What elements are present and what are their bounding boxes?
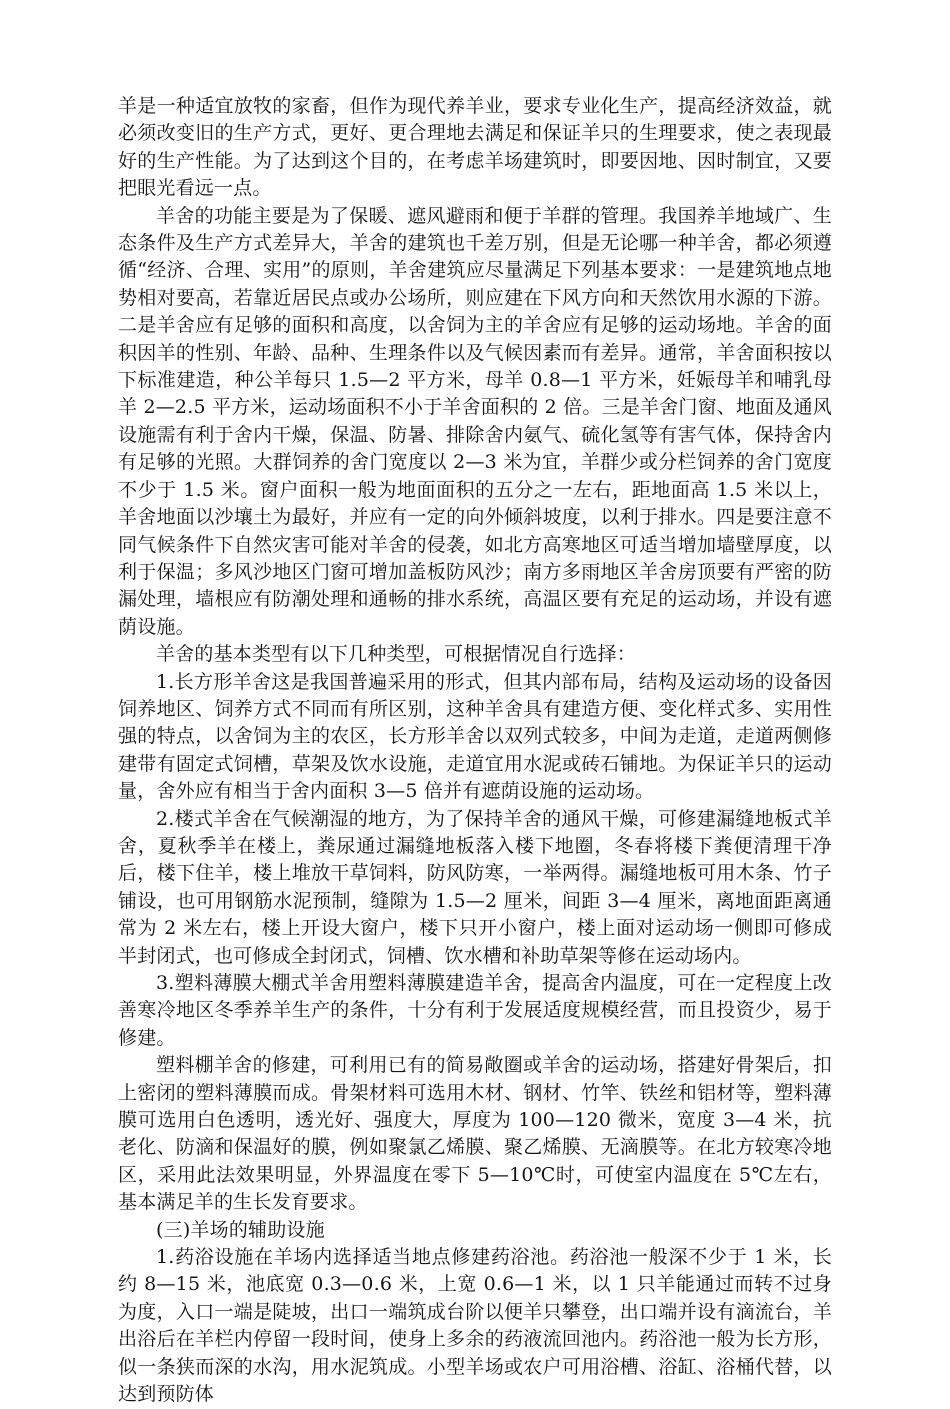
paragraph-dipping-facility: 1.药浴设施在羊场内选择适当地点修建药浴池。药浴池一般深不少于 1 米，长约 8—15 米，池底宽 0.3—0.6 米，上宽 0.6—1 米，以 1 只羊能通过而转不过身为度，入口一端是陡坡，出口一端筑成台阶以便羊只攀登，出口端并设有滴流台，羊出浴后在羊栏内停留一段时间，使身上多余的药液流回池内。药浴池一般为长方形，似一条狭而深的水沟，用水泥筑成。小型羊场或农户可用浴槽、浴缸、浴桶代替，以达到预防体 bbox=[118, 1246, 832, 1406]
document-page bbox=[118, 93, 832, 1409]
paragraph-intro: 羊是一种适宜放牧的家畜，但作为现代养羊业，要求专业化生产，提高经济效益，就必须改变旧的生产方式，更好、更合理地去满足和保证羊只的生理要求，使之表现最好的生产性能。为了达到这个目的，在考虑羊场建筑时，即要因地、因时制宜，又要把眼光看远一点。 bbox=[118, 95, 832, 200]
paragraph-rectangular-shed: 1.长方形羊舍这是我国普遍采用的形式，但其内部布局，结构及运动场的设备因饲养地区、饲养方式不同而有所区别，这种羊舍具有建造方便、变化样式多、实用性强的特点，以舍饲为主的农区，长方形羊舍以双列式较多，中间为走道，走道两侧修建带有固定式饲槽，草架及饮水设施，走道宜用水泥或砖石铺地。为保证羊只的运动量，舍外应有相当于舍内面积 3—5 倍并有遮荫设施的运动场。 bbox=[118, 670, 832, 803]
paragraph-plastic-shed-construction: 塑料棚羊舍的修建，可利用已有的简易敞圈或羊舍的运动场，搭建好骨架后，扣上密闭的塑料薄膜而成。骨架材料可选用木材、钢材、竹竿、铁丝和铝材等，塑料薄膜可选用白色透明，透光好、强度大，厚度为 100—120 微米，宽度 3—4 米，抗老化、防滴和保温好的膜，例如聚氯乙烯膜、聚乙烯膜、无滴膜等。在北方较寒冷地区，采用此法效果明显，外界温度在零下 5—10℃时，可使室内温度在 5℃左右，基本满足羊的生长发育要求。 bbox=[118, 1054, 832, 1214]
paragraph-storied-shed: 2.楼式羊舍在气候潮湿的地方，为了保持羊舍的通风干燥，可修建漏缝地板式羊舍，夏秋季羊在楼上，粪尿通过漏缝地板落入楼下地圈，冬春将楼下粪便清理干净后，楼下住羊，楼上堆放干草饲料，防风防寒，一举两得。漏缝地板可用木条、竹子铺设，也可用钢筋水泥预制，缝隙为 1.5—2 厘米，间距 3—4 厘米，离地面距离通常为 2 米左右，楼上开设大窗户，楼下只开小窗户，楼上面对运动场一侧即可修成半封闭式，也可修成全封闭式，饲槽、饮水槽和补助草架等修在运动场内。 bbox=[118, 807, 832, 967]
paragraph-plastic-greenhouse-shed: 3.塑料薄膜大棚式羊舍用塑料薄膜建造羊舍，提高舍内温度，可在一定程度上改善寒冷地区冬季养羊生产的条件，十分有利于发展适度规模经营，而且投资少，易于修建。 bbox=[118, 972, 832, 1049]
section-heading-auxiliary-facilities: (三)羊场的辅助设施 bbox=[156, 1218, 325, 1241]
paragraph-shed-types-intro: 羊舍的基本类型有以下几种类型，可根据情况自行选择： bbox=[156, 643, 637, 666]
paragraph-shed-function: 羊舍的功能主要是为了保暖、遮风避雨和便于羊群的管理。我国养羊地域广、生态条件及生产方式差异大，羊舍的建筑也千差万别，但是无论哪一种羊舍，都必须遵循“经济、合理、实用”的原则，羊舍建筑应尽量满足下列基本要求：一是建筑地点地势相对要高，若靠近居民点或办公场所，则应建在下风方向和天然饮用水源的下游。二是羊舍应有足够的面积和高度，以舍饲为主的羊舍应有足够的运动场地。羊舍的面积因羊的性别、年龄、品种、生理条件以及气候因素而有差异。通常，羊舍面积按以下标准建造，种公羊每只 1.5—2 平方米，母羊 0.8—1 平方米，妊娠母羊和哺乳母羊 2—2.5 平方米，运动场面积不小于羊舍面积的 2 倍。三是羊舍门窗、地面及通风设施需有利于舍内干燥，保温、防暑、排除舍内氨气、硫化氢等有害气体，保持舍内有足够的光照。大群饲养的舍门宽度以 2—3 米为宜，羊群少或分栏饲养的舍门宽度不少于 1.5 米。窗户面积一般为地面面积的五分之一左右，距地面高 1.5 米以上，羊舍地面以沙壤土为最好，并应有一定的向外倾斜坡度，以利于排水。四是要注意不同气候条件下自然灾害可能对羊舍的侵袭，如北方高寒地区可适当增加墙壁厚度，以利于保温；多风沙地区门窗可增加盖板防风沙；南方多雨地区羊舍房顶要有严密的防漏处理，墙根应有防潮处理和通畅的排水系统，高温区要有充足的运动场，并设有遮荫设施。 bbox=[118, 204, 832, 638]
